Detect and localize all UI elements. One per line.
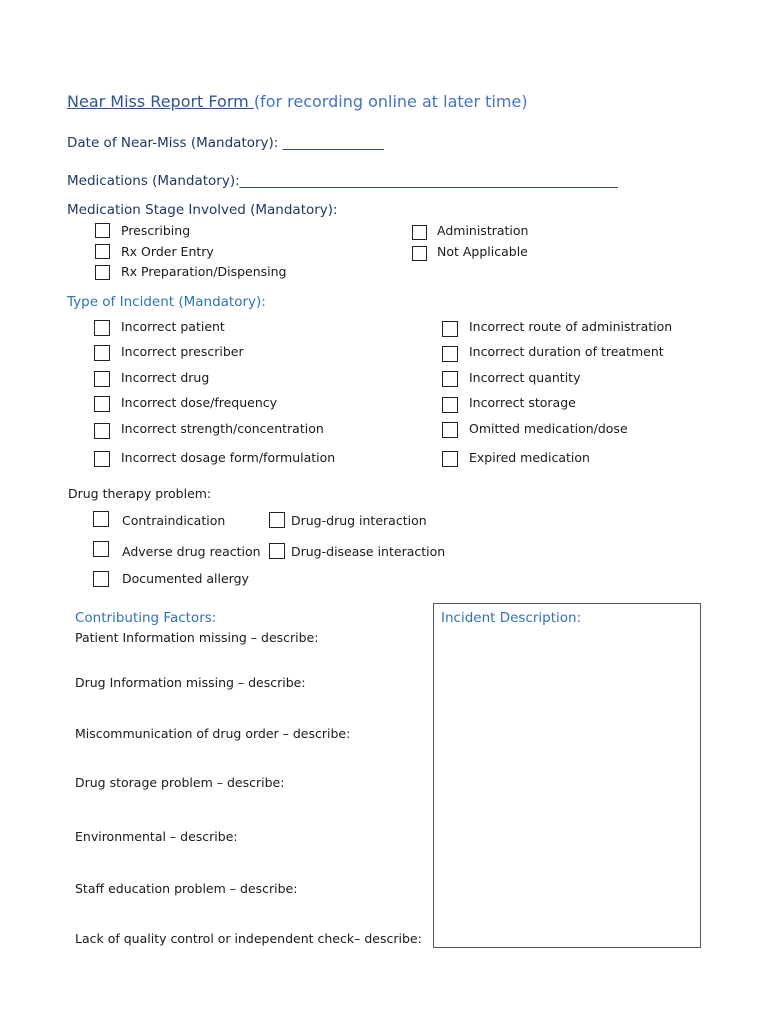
drug-storage-problem-label: Drug storage problem – describe: <box>75 775 285 790</box>
incorrect-drug-label: Incorrect drug <box>121 370 210 385</box>
drug-info-missing-label: Drug Information missing – describe: <box>75 675 306 690</box>
incorrect-prescriber-label: Incorrect prescriber <box>121 344 244 359</box>
incorrect-quantity-label: Incorrect quantity <box>469 370 581 385</box>
incorrect-dosage-form-label: Incorrect dosage form/formulation <box>121 450 336 465</box>
incorrect-quantity-checkbox[interactable] <box>442 371 458 387</box>
not-applicable-checkbox[interactable] <box>412 246 427 261</box>
drug-disease-interaction-checkbox[interactable] <box>269 543 285 559</box>
incorrect-dose-checkbox[interactable] <box>94 396 110 412</box>
incorrect-strength-label: Incorrect strength/concentration <box>121 421 324 436</box>
drug-disease-interaction-label: Drug-disease interaction <box>291 544 446 559</box>
incorrect-patient-label: Incorrect patient <box>121 319 225 334</box>
rx-order-entry-checkbox[interactable] <box>95 244 110 259</box>
incorrect-patient-checkbox[interactable] <box>94 320 110 336</box>
not-applicable-label: Not Applicable <box>437 244 528 259</box>
administration-checkbox[interactable] <box>412 225 427 240</box>
prescribing-label: Prescribing <box>121 223 191 238</box>
incorrect-storage-label: Incorrect storage <box>469 395 576 410</box>
stage-heading: Medication Stage Involved (Mandatory): <box>67 202 338 218</box>
quality-control-label: Lack of quality control or independent check– describe: <box>75 931 422 946</box>
incorrect-route-label: Incorrect route of administration <box>469 319 673 334</box>
expired-medication-checkbox[interactable] <box>442 451 458 467</box>
incorrect-strength-checkbox[interactable] <box>94 423 110 439</box>
adverse-drug-reaction-checkbox[interactable] <box>93 541 109 557</box>
incident-description-box[interactable] <box>433 603 701 948</box>
drug-therapy-heading: Drug therapy problem: <box>68 486 212 501</box>
omitted-medication-checkbox[interactable] <box>442 422 458 438</box>
miscommunication-label: Miscommunication of drug order – describe: <box>75 726 351 741</box>
date-field-label[interactable]: Date of Near-Miss (Mandatory): _______________ <box>67 135 384 151</box>
form-title <box>67 92 528 111</box>
contributing-factors-heading: Contributing Factors: <box>75 610 217 626</box>
rx-order-entry-label: Rx Order Entry <box>121 244 214 259</box>
drug-drug-interaction-label: Drug-drug interaction <box>291 513 427 528</box>
incorrect-dosage-form-checkbox[interactable] <box>94 451 110 467</box>
incorrect-storage-checkbox[interactable] <box>442 397 458 413</box>
contraindication-label: Contraindication <box>122 513 226 528</box>
incident-description-heading: Incident Description: <box>441 610 582 626</box>
incorrect-dose-label: Incorrect dose/frequency <box>121 395 278 410</box>
administration-label: Administration <box>437 223 529 238</box>
expired-medication-label: Expired medication <box>469 450 590 465</box>
incorrect-prescriber-checkbox[interactable] <box>94 345 110 361</box>
incorrect-drug-checkbox[interactable] <box>94 371 110 387</box>
rx-preparation-checkbox[interactable] <box>95 265 110 280</box>
documented-allergy-checkbox[interactable] <box>93 571 109 587</box>
incorrect-duration-label: Incorrect duration of treatment <box>469 344 664 359</box>
adverse-drug-reaction-label: Adverse drug reaction <box>122 544 261 559</box>
omitted-medication-label: Omitted medication/dose <box>469 421 628 436</box>
staff-education-label: Staff education problem – describe: <box>75 881 298 896</box>
form-title-main: Near Miss Report Form <box>67 92 254 111</box>
prescribing-checkbox[interactable] <box>95 223 110 238</box>
environmental-label: Environmental – describe: <box>75 829 238 844</box>
incorrect-route-checkbox[interactable] <box>442 321 458 337</box>
drug-drug-interaction-checkbox[interactable] <box>269 512 285 528</box>
form-title-subtitle: (for recording online at later time) <box>253 92 528 111</box>
incident-type-heading: Type of Incident (Mandatory): <box>67 294 266 310</box>
rx-preparation-label: Rx Preparation/Dispensing <box>121 264 287 279</box>
incorrect-duration-checkbox[interactable] <box>442 346 458 362</box>
medications-field-label[interactable]: Medications (Mandatory):________________________________________________________ <box>67 173 618 189</box>
documented-allergy-label: Documented allergy <box>122 571 249 586</box>
contraindication-checkbox[interactable] <box>93 511 109 527</box>
patient-info-missing-label: Patient Information missing – describe: <box>75 630 319 645</box>
